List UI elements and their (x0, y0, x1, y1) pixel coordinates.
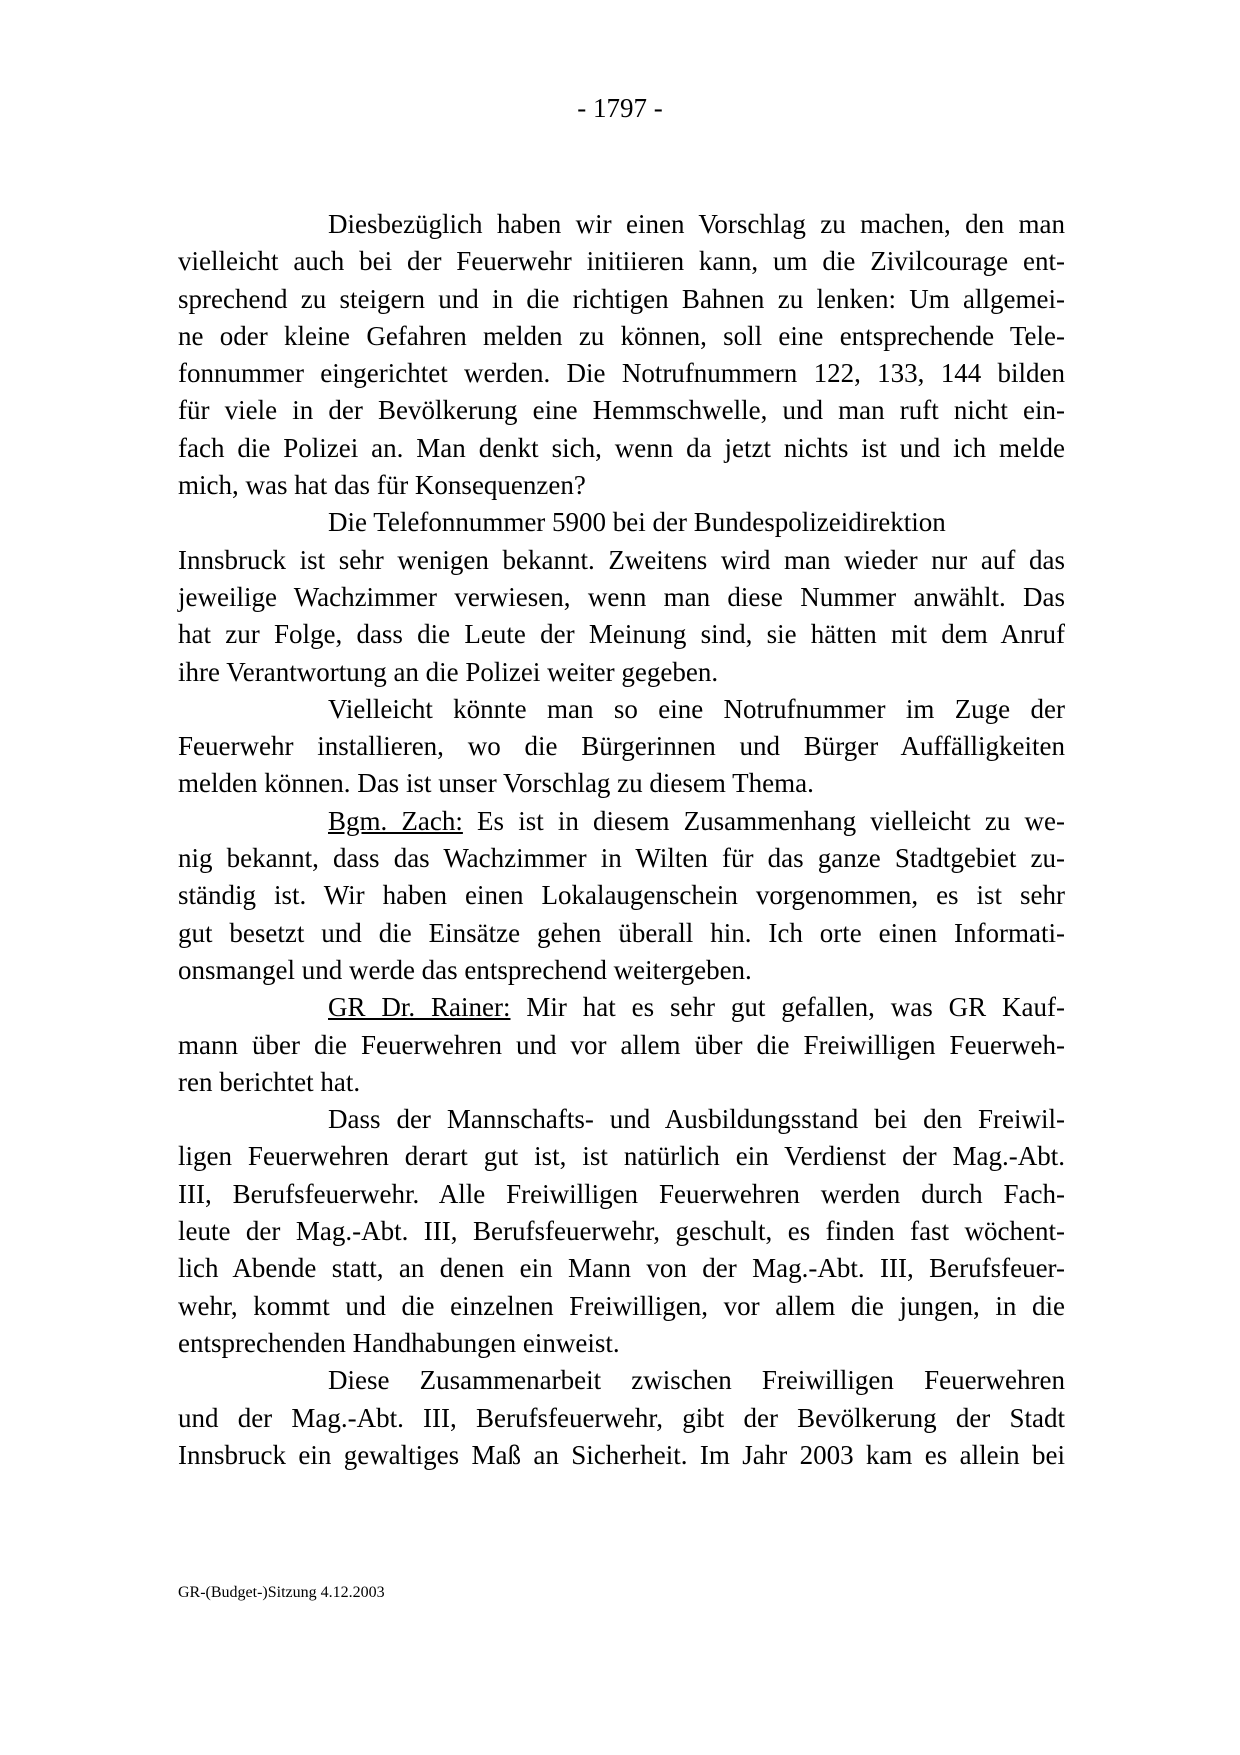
text-line: sprechend zu steigern und in die richtigen Bahnen zu lenken: Um allgemei- (178, 283, 1065, 314)
text-line: Innsbruck ist sehr wenigen bekannt. Zweitens wird man wieder nur auf das (178, 544, 1065, 575)
text-line: Diese Zusammenarbeit zwischen Freiwilligen Feuerwehren (328, 1365, 1065, 1396)
text-line: vielleicht auch bei der Feuerwehr initiieren kann, um die Zivilcourage ent- (178, 246, 1065, 277)
text-line: melden können. Das ist unser Vorschlag zu diesem Thema. (178, 768, 814, 799)
text-line: jeweilige Wachzimmer verwiesen, wenn man diese Nummer anwählt. Das (178, 581, 1065, 612)
paragraph (178, 691, 1065, 803)
page-footer: GR-(Budget-)Sitzung 4.12.2003 (178, 1584, 385, 1601)
speaker-paragraph (178, 803, 1065, 989)
speaker-name: GR Dr. Rainer: (328, 992, 511, 1023)
text-line: ligen Feuerwehren derart gut ist, ist natürlich ein Verdienst der Mag.-Abt. (178, 1141, 1065, 1172)
text-line: hat zur Folge, dass die Leute der Meinung sind, sie hätten mit dem Anruf (178, 619, 1065, 650)
text-line: für viele in der Bevölkerung eine Hemmschwelle, und man ruft nicht ein- (178, 395, 1065, 426)
text-line: entsprechenden Handhabungen einweist. (178, 1327, 620, 1358)
speaker-paragraph (178, 989, 1065, 1101)
paragraph (178, 1362, 1065, 1474)
text-line: III, Berufsfeuerwehr. Alle Freiwilligen Feuerwehren werden durch Fach- (178, 1178, 1065, 1209)
text-line: Dass der Mannschafts- und Ausbildungsstand bei den Freiwil- (328, 1104, 1065, 1135)
text-line: fach die Polizei an. Man denkt sich, wenn da jetzt nichts ist und ich melde (178, 432, 1065, 463)
speaker-name: Bgm. Zach: (328, 805, 463, 836)
text-line: fonnummer eingerichtet werden. Die Notrufnummern 122, 133, 144 bilden (178, 358, 1065, 389)
text-line: mann über die Feuerwehren und vor allem über die Freiwilligen Feuerweh- (178, 1029, 1065, 1060)
text-line: onsmangel und werde das entsprechend weitergeben. (178, 954, 752, 985)
paragraph (178, 1101, 1065, 1362)
text-line: ne oder kleine Gefahren melden zu können, soll eine entsprechende Tele- (178, 320, 1065, 351)
text-line: Die Telefonnummer 5900 bei der Bundespolizeidirektion (328, 507, 946, 538)
document-body (178, 206, 1065, 1474)
text-line: ständig ist. Wir haben einen Lokalaugenschein vorgenommen, es ist sehr (178, 880, 1065, 911)
text-line: ren berichtet hat. (178, 1066, 361, 1097)
text-line: GR Dr. Rainer: Mir hat es sehr gut gefallen, was GR Kauf- (328, 992, 1065, 1023)
text-line: Feuerwehr installieren, wo die Bürgerinnen und Bürger Auffälligkeiten (178, 731, 1065, 762)
text-line: gut besetzt und die Einsätze gehen überall hin. Ich orte einen Informati- (178, 917, 1065, 948)
paragraph (178, 504, 1065, 690)
text-line: Vielleicht könnte man so eine Notrufnummer im Zuge der (328, 693, 1065, 724)
text-line: Innsbruck ein gewaltiges Maß an Sicherheit. Im Jahr 2003 kam es allein bei (178, 1439, 1065, 1470)
text-line: Bgm. Zach: Es ist in diesem Zusammenhang vielleicht zu we- (328, 805, 1065, 836)
page-number: - 1797 - (577, 93, 663, 123)
paragraph (178, 206, 1065, 504)
text-line: lich Abende statt, an denen ein Mann von der Mag.-Abt. III, Berufsfeuer- (178, 1253, 1065, 1284)
text-line: nig bekannt, dass das Wachzimmer in Wilten für das ganze Stadtgebiet zu- (178, 843, 1065, 874)
text-line: wehr, kommt und die einzelnen Freiwilligen, vor allem die jungen, in die (178, 1290, 1065, 1321)
text-line: mich, was hat das für Konsequenzen? (178, 470, 586, 501)
text-line: und der Mag.-Abt. III, Berufsfeuerwehr, gibt der Bevölkerung der Stadt (178, 1402, 1065, 1433)
text-line: leute der Mag.-Abt. III, Berufsfeuerwehr, geschult, es finden fast wöchent- (178, 1216, 1065, 1247)
text-line: Diesbezüglich haben wir einen Vorschlag zu machen, den man (328, 209, 1065, 239)
text-line: ihre Verantwortung an die Polizei weiter gegeben. (178, 656, 719, 687)
